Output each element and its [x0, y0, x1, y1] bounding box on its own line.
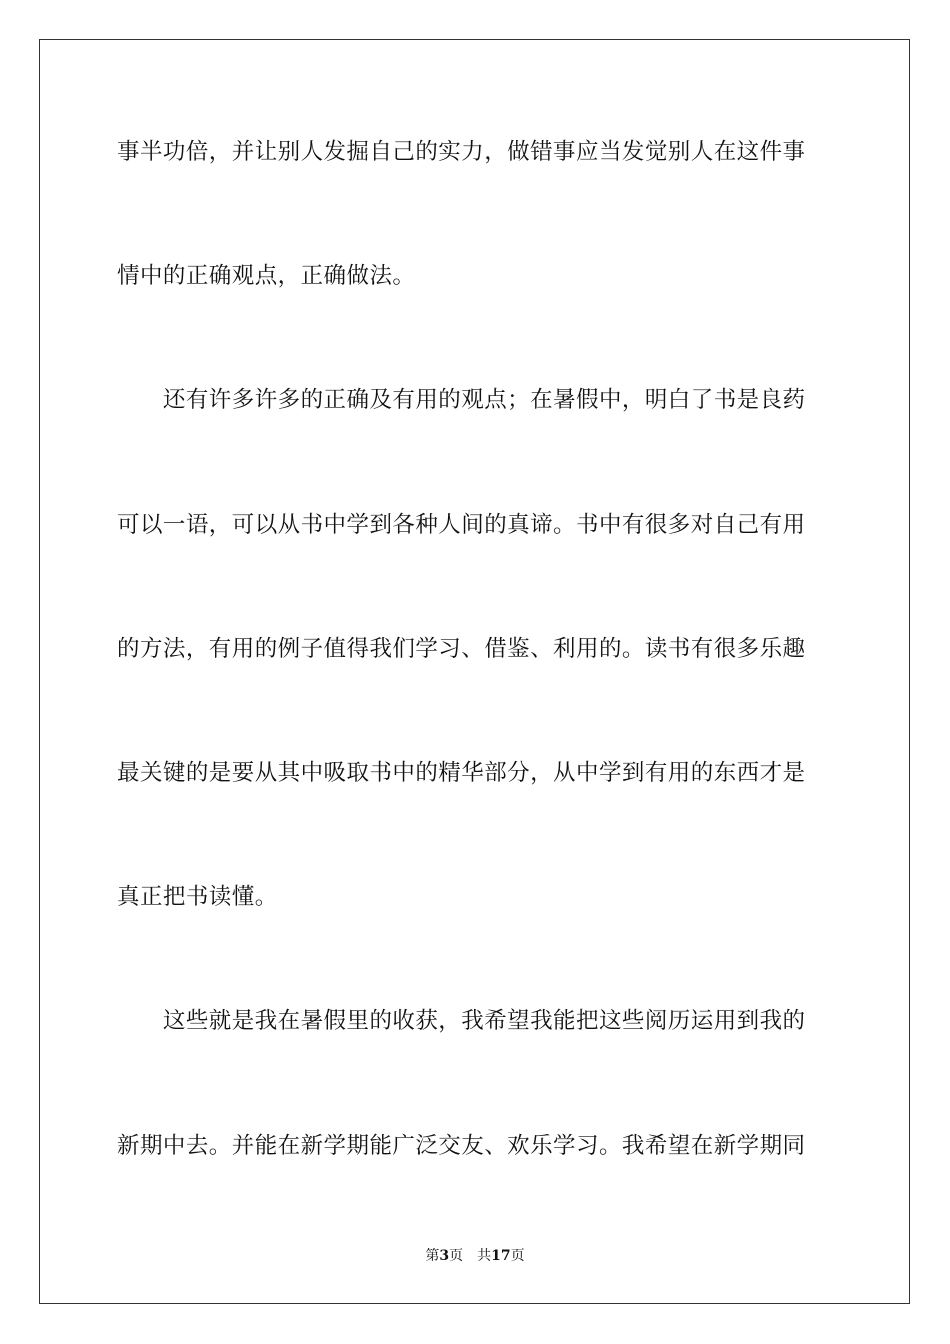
text-line: 最关键的是要从其中吸取书中的精华部分，从中学到有用的东西才是: [117, 760, 806, 786]
footer-prefix: 第: [425, 1248, 440, 1264]
text-line: 事半功倍，并让别人发掘自己的实力，做错事应当发觉别人在这件事: [117, 139, 806, 165]
footer-page-number: 3: [439, 1248, 450, 1264]
footer-middle: 页 共: [449, 1248, 492, 1264]
text-line: 这些就是我在暑假里的收获，我希望我能把这些阅历运用到我的: [117, 1008, 806, 1034]
text-line: 新期中去。并能在新学期能广泛交友、欢乐学习。我希望在新学期同: [117, 1133, 806, 1159]
page-border: [39, 39, 910, 1304]
footer-suffix: 页: [510, 1248, 525, 1264]
footer-total-pages: 17: [491, 1248, 511, 1264]
text-line: 真正把书读懂。: [117, 884, 278, 910]
text-line: 情中的正确观点，正确做法。: [117, 263, 416, 289]
text-line: 的方法，有用的例子值得我们学习、借鉴、利用的。读书有很多乐趣: [117, 636, 806, 662]
text-line: 还有许多许多的正确及有用的观点；在暑假中，明白了书是良药: [117, 387, 806, 413]
page-footer: [0, 1247, 950, 1265]
text-line: 可以一语，可以从书中学到各种人间的真谛。书中有很多对自己有用: [117, 512, 806, 538]
